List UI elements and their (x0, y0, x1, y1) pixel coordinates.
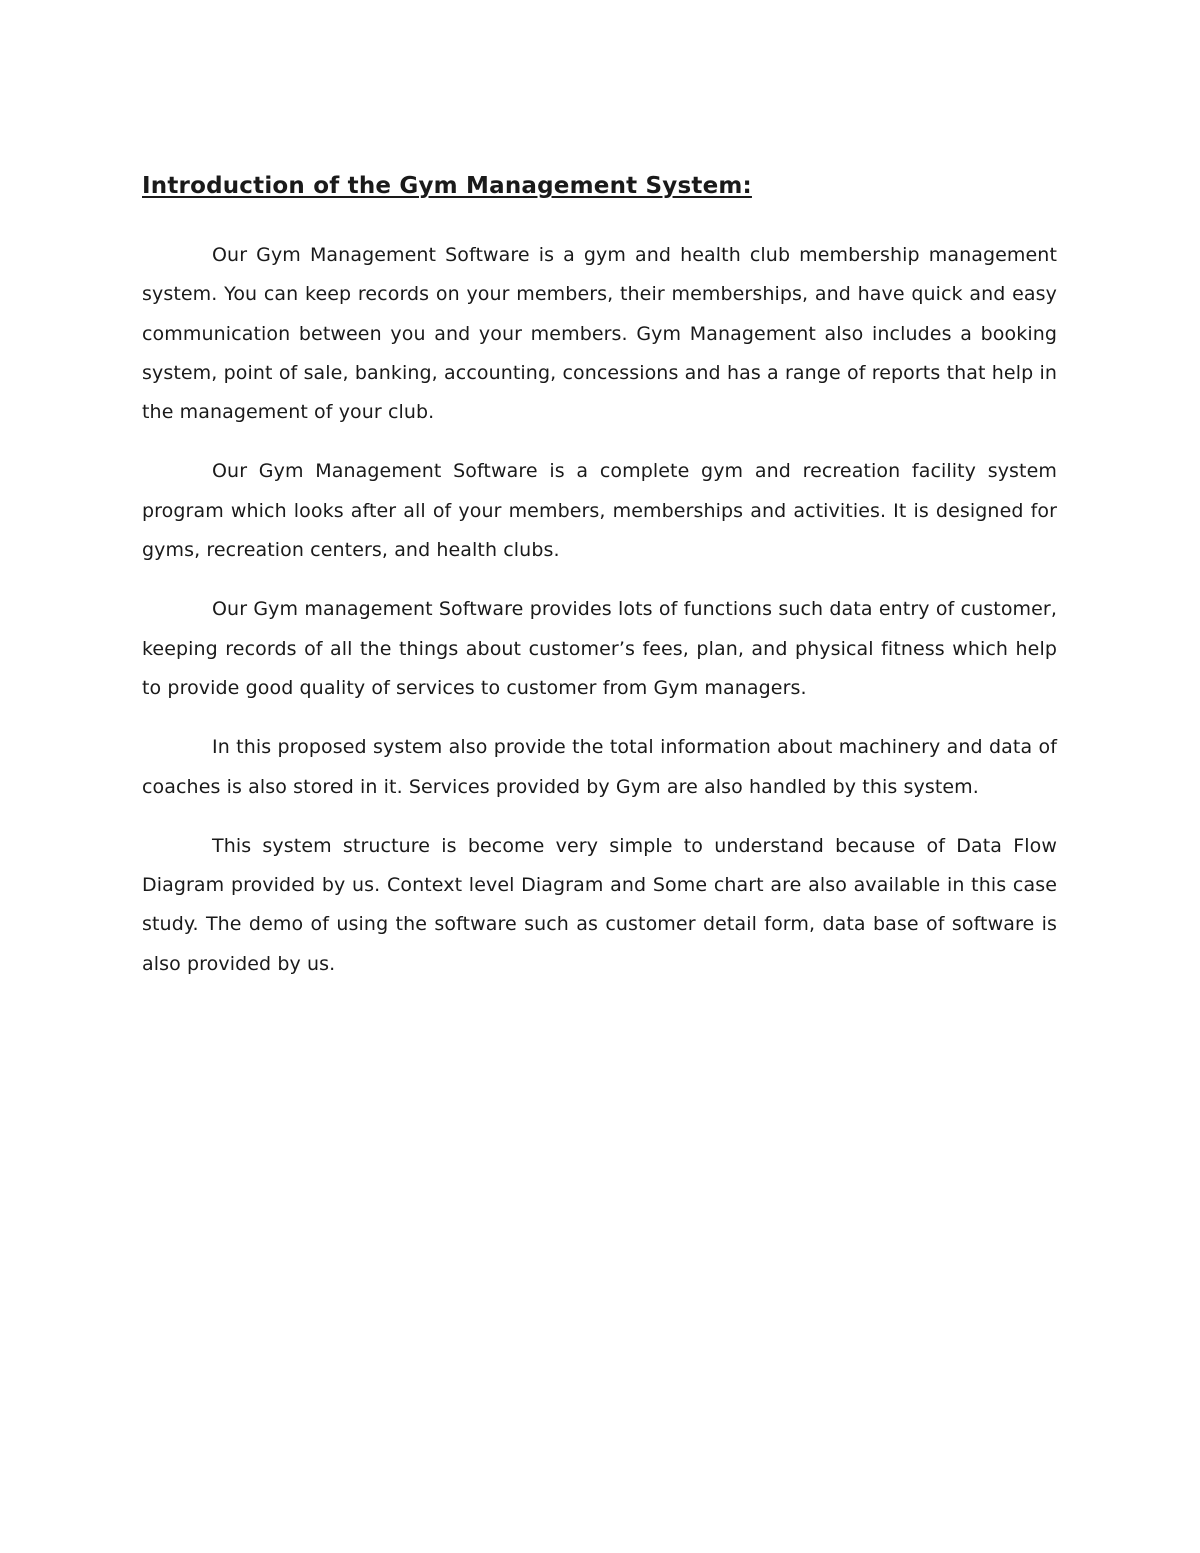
document-body (142, 168, 1057, 1004)
paragraph-5: This system structure is become very simple to understand because of Data Flow Diagram provided by us. Context level Diagram and Some chart are also available in this case study. The demo of using the software such as customer detail form, data base of software is also provided by us. (142, 834, 1057, 975)
paragraph-3: Our Gym management Software provides lots of functions such data entry of customer, keeping records of all the things about customer’s fees, plan, and physical fitness which help to provide good quality of services to customer from Gym managers. (142, 598, 1057, 699)
paragraph-1: Our Gym Management Software is a gym and health club membership management system. You can keep records on your members, their memberships, and have quick and easy communication between you and your members. Gym Management also includes a booking system, point of sale, banking, accounting, concessions and has a range of reports that help in the management of your club. (142, 244, 1057, 424)
document-title: Introduction of the Gym Management System: (142, 173, 752, 199)
paragraph-4: In this proposed system also provide the total information about machinery and data of coaches is also stored in it. Services provided by Gym are also handled by this system. (142, 736, 1057, 798)
paragraph-2: Our Gym Management Software is a complete gym and recreation facility system program which looks after all of your members, memberships and activities. It is designed for gyms, recreation centers, and health clubs. (142, 460, 1057, 562)
